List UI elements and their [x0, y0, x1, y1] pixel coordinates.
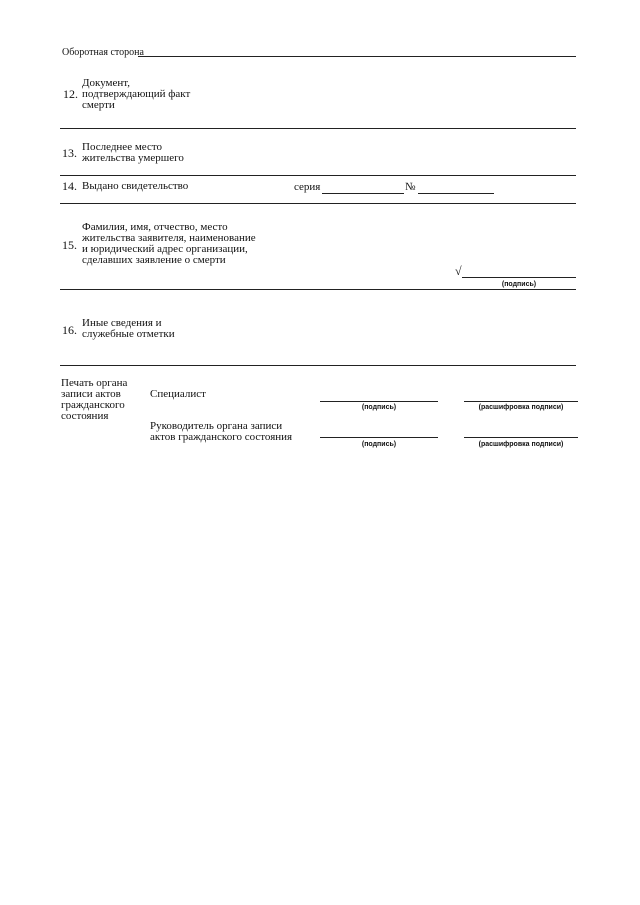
head-decode-line[interactable] [464, 437, 578, 438]
number-label: № [405, 181, 416, 193]
row-15-number: 15. [62, 238, 77, 252]
check-mark: √ [455, 264, 462, 278]
row-12-rule [60, 128, 576, 129]
specialist-label: Специалист [150, 388, 206, 400]
head-signature-line[interactable] [320, 437, 438, 438]
seal-line-4: состояния [61, 410, 109, 422]
row-15-label-line-3: и юридический адрес организации, [82, 243, 248, 255]
page-side-label: Оборотная сторона [62, 47, 144, 58]
head-decode-caption: (расшифровка подписи) [478, 441, 564, 448]
row-14-label: Выдано свидетельство [82, 180, 189, 192]
seal-line-2: записи актов [61, 388, 121, 400]
row-13-rule [60, 175, 576, 176]
specialist-signature-line[interactable] [320, 401, 438, 402]
specialist-decode-line[interactable] [464, 401, 578, 402]
specialist-decode-caption: (расшифровка подписи) [478, 404, 564, 411]
row-12-label-line-3: смерти [82, 99, 115, 111]
row-12-number: 12. [63, 87, 78, 101]
row-16-rule [60, 365, 576, 366]
row-12-label-line-1: Документ, [82, 77, 131, 89]
row-15-label-line-4: сделавших заявление о смерти [82, 254, 226, 266]
applicant-signature-caption: (подпись) [501, 281, 537, 288]
row-15-label-line-2: жительства заявителя, наименование [82, 232, 256, 244]
row-16-label-line-1: Иные сведения и [82, 317, 162, 329]
seal-line-3: гражданского [61, 399, 125, 411]
row-16-label-line-2: служебные отметки [82, 328, 175, 340]
head-signature-caption: (подпись) [361, 441, 397, 448]
row-13-number: 13. [62, 146, 77, 160]
row-15-label-line-1: Фамилия, имя, отчество, место [82, 221, 228, 233]
specialist-signature-caption: (подпись) [361, 404, 397, 411]
head-label-line-1: Руководитель органа записи [150, 420, 283, 432]
series-label: серия [294, 181, 321, 193]
row-14-rule [60, 203, 576, 204]
seal-line-1: Печать органа [61, 377, 128, 389]
row-13-label-line-1: Последнее место [82, 141, 162, 153]
row-13-label-line-2: жительства умершего [82, 152, 184, 164]
applicant-signature-line[interactable] [462, 277, 576, 278]
row-12-label-line-2: подтверждающий факт [82, 88, 191, 100]
row-15-rule [60, 289, 576, 290]
header-rule [138, 56, 576, 57]
series-blank-line[interactable] [322, 193, 404, 194]
head-label-line-2: актов гражданского состояния [150, 431, 293, 443]
row-16-number: 16. [62, 323, 77, 337]
row-14-number: 14. [62, 179, 77, 193]
number-blank-line[interactable] [418, 193, 494, 194]
